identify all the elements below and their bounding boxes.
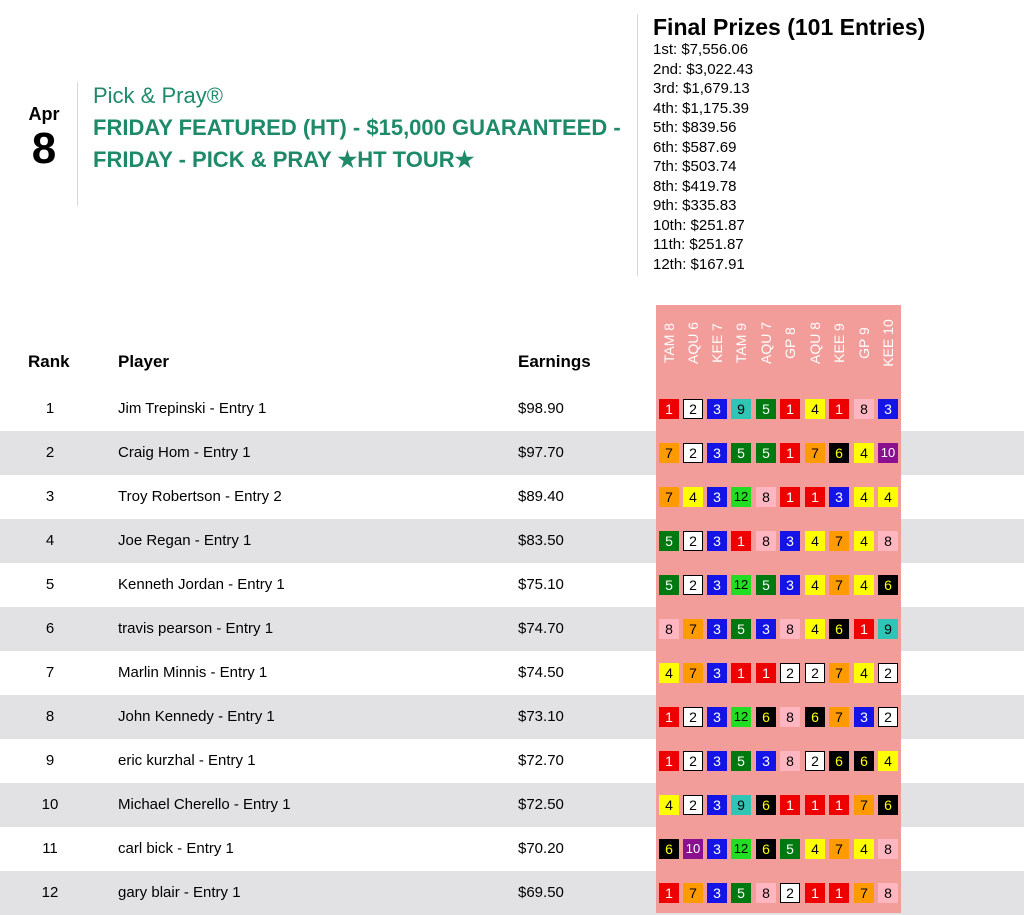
pick-badge: 5 xyxy=(756,575,776,595)
player-cell: Kenneth Jordan - Entry 1 xyxy=(118,576,285,593)
earnings-cell: $83.50 xyxy=(518,532,564,549)
player-cell: gary blair - Entry 1 xyxy=(118,884,241,901)
pick-badge: 4 xyxy=(854,663,874,683)
pick-badge: 9 xyxy=(731,795,751,815)
pick-badge: 6 xyxy=(829,443,849,463)
prize-line: 8th: $419.78 xyxy=(653,177,737,195)
track-header: AQU 6 xyxy=(685,321,701,365)
event-subtitle: Pick & Pray® xyxy=(93,83,223,108)
pick-badge: 3 xyxy=(707,399,727,419)
earnings-cell: $70.20 xyxy=(518,840,564,857)
rank-cell: 12 xyxy=(41,884,59,901)
rank-cell: 1 xyxy=(45,400,55,417)
pick-badge: 8 xyxy=(756,487,776,507)
player-cell: Joe Regan - Entry 1 xyxy=(118,532,252,549)
prize-line: 3rd: $1,679.13 xyxy=(653,80,750,97)
prize-line: 1st: $7,556.06 xyxy=(653,41,749,58)
player-cell: Troy Robertson - Entry 2 xyxy=(118,488,282,505)
rank-cell: 5 xyxy=(45,576,55,593)
pick-badge: 6 xyxy=(756,707,776,727)
rank-cell: 4 xyxy=(45,532,55,549)
pick-badge: 4 xyxy=(805,399,825,419)
pick-badge: 6 xyxy=(829,751,849,771)
picks-column-background xyxy=(656,305,901,913)
pick-badge: 4 xyxy=(805,575,825,595)
pick-badge: 4 xyxy=(854,487,874,507)
rank-cell: 8 xyxy=(45,708,55,725)
prize-line: 11th: $251.87 xyxy=(653,236,744,253)
header-earnings: Earnings xyxy=(518,352,591,371)
rank-cell: 10 xyxy=(41,796,59,813)
pick-badge: 3 xyxy=(854,707,874,727)
pick-badge: 5 xyxy=(780,839,800,859)
prizes-heading: Final Prizes (101 Entries) xyxy=(653,14,926,40)
pick-badge: 6 xyxy=(854,751,874,771)
pick-badge: 4 xyxy=(659,663,679,683)
pick-badge: 12 xyxy=(731,707,751,727)
pick-badge: 2 xyxy=(805,751,825,771)
pick-badge: 12 xyxy=(731,575,751,595)
pick-badge: 1 xyxy=(731,531,751,551)
rank-cell: 3 xyxy=(45,488,55,505)
pick-badge: 6 xyxy=(756,795,776,815)
track-header: TAM 8 xyxy=(661,322,677,364)
earnings-cell: $72.70 xyxy=(518,752,564,769)
pick-badge: 2 xyxy=(683,795,703,815)
prize-line: 6th: $587.69 xyxy=(653,138,737,156)
divider xyxy=(637,14,638,276)
pick-badge: 1 xyxy=(805,487,825,507)
pick-badge: 4 xyxy=(878,487,898,507)
pick-badge: 7 xyxy=(829,663,849,683)
pick-badge: 5 xyxy=(659,575,679,595)
pick-badge: 2 xyxy=(878,663,898,683)
pick-badge: 4 xyxy=(659,795,679,815)
player-cell: travis pearson - Entry 1 xyxy=(118,620,274,637)
pick-badge: 1 xyxy=(659,707,679,727)
pick-badge: 4 xyxy=(805,839,825,859)
pick-badge: 8 xyxy=(878,839,898,859)
pick-badge: 8 xyxy=(780,751,800,771)
event-date xyxy=(20,104,68,174)
pick-badge: 7 xyxy=(683,663,703,683)
event-month: Apr xyxy=(28,104,60,124)
final-prizes xyxy=(653,14,925,274)
pick-badge: 8 xyxy=(854,399,874,419)
track-header: GP 9 xyxy=(856,327,872,359)
pick-badge: 3 xyxy=(707,883,727,903)
track-header: TAM 9 xyxy=(733,322,749,364)
pick-badge: 3 xyxy=(707,839,727,859)
prize-line: 9th: $335.83 xyxy=(653,197,737,214)
pick-badge: 10 xyxy=(683,839,703,859)
event-title-block xyxy=(93,84,633,176)
pick-badge: 3 xyxy=(707,443,727,463)
pick-badge: 4 xyxy=(854,531,874,551)
track-header: AQU 8 xyxy=(807,321,823,365)
pick-badge: 1 xyxy=(780,795,800,815)
pick-badge: 4 xyxy=(854,443,874,463)
player-cell: Michael Cherello - Entry 1 xyxy=(118,796,291,813)
pick-badge: 2 xyxy=(683,443,703,463)
pick-badge: 1 xyxy=(805,883,825,903)
pick-badge: 1 xyxy=(731,663,751,683)
earnings-cell: $74.70 xyxy=(518,620,564,637)
pick-badge: 7 xyxy=(854,883,874,903)
rank-cell: 11 xyxy=(42,840,58,857)
pick-badge: 5 xyxy=(731,751,751,771)
rank-cell: 2 xyxy=(45,444,55,461)
pick-badge: 7 xyxy=(659,443,679,463)
pick-badge: 3 xyxy=(707,531,727,551)
pick-badge: 6 xyxy=(878,795,898,815)
pick-badge: 7 xyxy=(659,487,679,507)
pick-badge: 1 xyxy=(780,399,800,419)
pick-badge: 4 xyxy=(805,619,825,639)
pick-badge: 1 xyxy=(659,751,679,771)
prize-line: 5th: $839.56 xyxy=(653,119,737,136)
prize-line: 7th: $503.74 xyxy=(653,158,737,175)
pick-badge: 4 xyxy=(854,575,874,595)
pick-badge: 3 xyxy=(780,531,800,551)
player-cell: Marlin Minnis - Entry 1 xyxy=(118,664,268,681)
pick-badge: 5 xyxy=(659,531,679,551)
player-cell: eric kurzhal - Entry 1 xyxy=(118,752,256,769)
pick-badge: 2 xyxy=(683,399,703,419)
pick-badge: 3 xyxy=(829,487,849,507)
earnings-cell: $72.50 xyxy=(518,796,564,813)
header-rank: Rank xyxy=(28,352,70,371)
rank-cell: 6 xyxy=(45,620,55,637)
pick-badge: 1 xyxy=(780,487,800,507)
pick-badge: 7 xyxy=(829,531,849,551)
pick-badge: 2 xyxy=(683,575,703,595)
pick-badge: 4 xyxy=(854,839,874,859)
pick-badge: 7 xyxy=(829,839,849,859)
pick-badge: 1 xyxy=(756,663,776,683)
pick-badge: 3 xyxy=(756,751,776,771)
pick-badge: 2 xyxy=(683,707,703,727)
pick-badge: 3 xyxy=(707,795,727,815)
pick-badge: 4 xyxy=(683,487,703,507)
track-header: KEE 7 xyxy=(709,323,725,363)
pick-badge: 2 xyxy=(780,663,800,683)
pick-badge: 4 xyxy=(878,751,898,771)
pick-badge: 1 xyxy=(829,399,849,419)
pick-badge: 2 xyxy=(683,751,703,771)
pick-badge: 6 xyxy=(805,707,825,727)
earnings-cell: $73.10 xyxy=(518,708,564,725)
event-title: FRIDAY FEATURED (HT) - $15,000 GUARANTEED - FRIDAY - PICK & PRAY ★HT TOUR★ xyxy=(93,115,621,172)
earnings-cell: $75.10 xyxy=(518,576,564,593)
track-header: KEE 9 xyxy=(831,323,847,363)
track-header: AQU 7 xyxy=(758,321,774,365)
pick-badge: 8 xyxy=(756,531,776,551)
pick-badge: 3 xyxy=(707,663,727,683)
divider xyxy=(77,82,78,206)
header-player: Player xyxy=(118,352,170,371)
player-cell: carl bick - Entry 1 xyxy=(118,840,234,857)
rank-cell: 9 xyxy=(45,752,55,769)
pick-badge: 2 xyxy=(683,531,703,551)
pick-badge: 6 xyxy=(829,619,849,639)
pick-badge: 2 xyxy=(805,663,825,683)
prize-list xyxy=(653,40,925,274)
event-day: 8 xyxy=(31,124,57,173)
pick-badge: 3 xyxy=(707,487,727,507)
pick-badge: 7 xyxy=(683,883,703,903)
pick-badge: 8 xyxy=(756,883,776,903)
player-cell: Craig Hom - Entry 1 xyxy=(118,444,251,461)
pick-badge: 3 xyxy=(756,619,776,639)
pick-badge: 4 xyxy=(805,531,825,551)
earnings-cell: $97.70 xyxy=(518,444,564,461)
pick-badge: 5 xyxy=(756,399,776,419)
pick-badge: 7 xyxy=(805,443,825,463)
pick-badge: 1 xyxy=(854,619,874,639)
pick-badge: 7 xyxy=(854,795,874,815)
prize-line: 10th: $251.87 xyxy=(653,216,745,234)
pick-badge: 1 xyxy=(829,795,849,815)
pick-badge: 1 xyxy=(659,883,679,903)
pick-badge: 5 xyxy=(756,443,776,463)
prize-line: 4th: $1,175.39 xyxy=(653,99,749,117)
pick-badge: 8 xyxy=(780,619,800,639)
pick-badge: 12 xyxy=(731,839,751,859)
pick-badge: 9 xyxy=(878,619,898,639)
pick-badge: 8 xyxy=(780,707,800,727)
pick-badge: 2 xyxy=(780,883,800,903)
pick-badge: 3 xyxy=(707,575,727,595)
pick-badge: 7 xyxy=(683,619,703,639)
earnings-cell: $69.50 xyxy=(518,884,564,901)
pick-badge: 9 xyxy=(731,399,751,419)
pick-badge: 1 xyxy=(780,443,800,463)
pick-badge: 5 xyxy=(731,619,751,639)
pick-badge: 8 xyxy=(878,883,898,903)
pick-badge: 5 xyxy=(731,883,751,903)
pick-badge: 1 xyxy=(659,399,679,419)
pick-badge: 6 xyxy=(878,575,898,595)
pick-badge: 8 xyxy=(659,619,679,639)
pick-badge: 3 xyxy=(707,619,727,639)
pick-badge: 7 xyxy=(829,575,849,595)
pick-badge: 5 xyxy=(731,443,751,463)
pick-badge: 1 xyxy=(805,795,825,815)
player-cell: John Kennedy - Entry 1 xyxy=(118,708,275,725)
pick-badge: 3 xyxy=(878,399,898,419)
pick-badge: 6 xyxy=(756,839,776,859)
pick-badge: 1 xyxy=(829,883,849,903)
pick-badge: 7 xyxy=(829,707,849,727)
pick-badge: 8 xyxy=(878,531,898,551)
pick-badge: 3 xyxy=(707,751,727,771)
track-header: KEE 10 xyxy=(880,319,896,367)
pick-badge: 3 xyxy=(707,707,727,727)
pick-badge: 10 xyxy=(878,443,898,463)
player-cell: Jim Trepinski - Entry 1 xyxy=(118,400,267,417)
earnings-cell: $74.50 xyxy=(518,664,564,681)
pick-badge: 6 xyxy=(659,839,679,859)
prize-line: 2nd: $3,022.43 xyxy=(653,60,754,78)
earnings-cell: $89.40 xyxy=(518,488,564,505)
pick-badge: 12 xyxy=(731,487,751,507)
earnings-cell: $98.90 xyxy=(518,400,564,417)
pick-badge: 3 xyxy=(780,575,800,595)
prize-line: 12th: $167.91 xyxy=(653,255,745,273)
pick-badge: 2 xyxy=(878,707,898,727)
track-header: GP 8 xyxy=(782,327,798,359)
rank-cell: 7 xyxy=(45,664,55,681)
